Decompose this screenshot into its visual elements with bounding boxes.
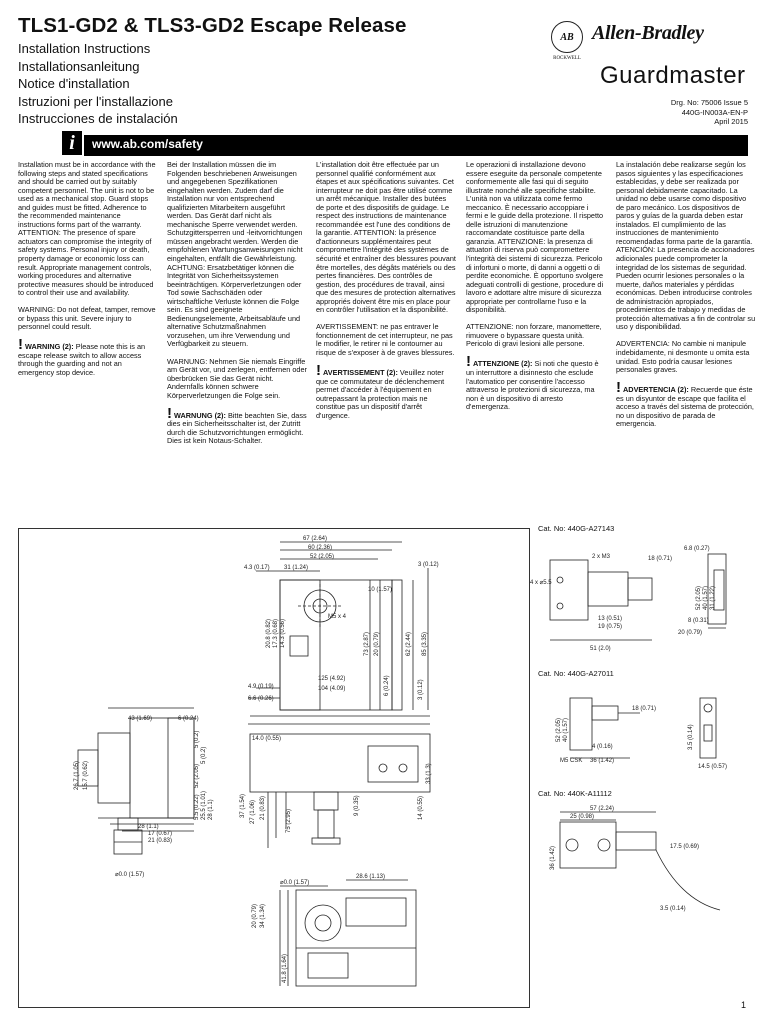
dim-label: 40 (1.57) — [563, 717, 569, 742]
dim-label: 36 (1.42) — [550, 845, 556, 870]
dim-label: 3.5 (0.14) — [688, 724, 694, 750]
warning-icon: ! — [18, 336, 23, 354]
dim-label: 21 (0.83) — [260, 795, 266, 820]
dim-label: 6.6 (0.26) — [248, 696, 274, 702]
dim-label: 43 (1.69) — [128, 716, 153, 722]
dim-label: 10 (1.57) — [368, 587, 393, 593]
dim-label: 15.7 (0.62) — [83, 760, 89, 790]
page-number: 1 — [740, 1000, 746, 1010]
dim-label: 34 (1.34) — [260, 903, 266, 928]
warning-text: ATTENZIONE: non forzare, manomettere, rimuovere o bypassare questa unità. Pericolo di gravi lesioni alle persone. — [466, 322, 602, 349]
warning-icon: ! — [616, 379, 621, 397]
product-line: Guardmaster — [600, 62, 746, 89]
dim-label: 36 (1.42) — [590, 758, 615, 764]
dim-label: 41.8 (1.64) — [282, 953, 288, 983]
column-it — [466, 161, 606, 412]
warning-text: WARNUNG: Nehmen Sie niemals Eingriffe am Gerät vor, und zerlegen, entfernen oder überbrücken Sie das Gerät nicht. Andernfalls können schwere Körperverletzungen die Folge sein. — [167, 356, 307, 400]
subtitle-en: Installation Instructions — [18, 41, 151, 56]
dim-label: 20 (0.79) — [374, 631, 380, 656]
doc-info — [671, 98, 748, 127]
column-de — [167, 161, 307, 446]
dim-label: 40 (1.57) — [703, 585, 709, 610]
dim-label: 60 (2.36) — [308, 545, 333, 551]
dim-label: 9 (0.35) — [354, 795, 360, 816]
switch-body-side — [250, 734, 430, 792]
dim-label: 20 (0.79) — [678, 630, 703, 636]
cat-number-label: Cat. No: 440G-A27143 — [538, 524, 615, 533]
actuator-bracket-3 — [560, 822, 616, 868]
body-text: Bei der Installation müssen die im Folgenden beschriebenen Anweisungen und angegebenen Spezifikationen eingehalten werden. Zudem darf die Installation nur von entsprechend qualifizierten Mitarbeitern ausgeführt werden. Das Gerät darf nicht als mechanische Sperre verwendet werden. Schutzgittersperren und -leitvorrichtungen müssen angebracht werden. Werden die empfohlenen Wartungsanweisungen nicht eingehalten, entfällt die Gewährleistung. ACHTUNG: Ersatzbetätiger können die Integrität von Sicherheitssystemen beeinträchtigen. Körperverletzungen oder Tod sowie Sachschäden oder wirtschaftliche Verluste können die Folge sein. Es sind geeignete Bedienungselemente, Arbeitsabläufe und alternative Schutzmaßnahmen vorzusehen, um ihre Verwendung und Verfügbarkeit zu steuern. — [167, 160, 303, 349]
ab-logo: AB ROCKWELL — [551, 21, 583, 53]
dim-label: 20 (0.79) — [252, 903, 258, 928]
warning-block: ! ADVERTENCIA (2): Recuerde que éste es un disyuntor de escape que facilita el acceso a través del sistema de protección, no un dispositivo de parada de emergencia. — [616, 379, 754, 429]
dim-label: 125 (4.92) — [318, 676, 346, 682]
dim-label: 25 (0.98) — [570, 814, 595, 820]
dim-label: 13 (0.51) — [598, 616, 623, 622]
dim-label: 4 x ⌀5.5 — [530, 580, 552, 586]
dim-label: 31 (1.24) — [284, 565, 309, 571]
dim-label: ⌀0.0 (1.57) — [115, 872, 145, 878]
dim-label: 6 (0.24) — [178, 716, 199, 722]
dimension-drawing — [18, 528, 530, 1008]
cat-number-label: Cat. No: 440K-A11112 — [538, 789, 612, 798]
column-es — [616, 161, 756, 429]
dim-label: 18 (0.71) — [632, 706, 657, 712]
body-text: La instalación debe realizarse según los pasos siguientes y las especificaciones establecidas, y debe ser realizada por personal debidamente capacitado. La unidad no debe usarse como dispositivo de paro mecánico. Los dispositivos de paros y guías de la guarda deben estar instalados. El cumplimiento de las instrucciones de mantenimiento recomendadas forma parte de la garantía. ATENCIÓN: La presencia de accionadores adicionales puede comprometer la integridad de los sistemas de seguridad. Pueden ocurrir lesiones personales o la muerte, daños materiales y pérdidas económicas. Deben introducirse controles de administración apropiados, procedimientos de trabajo y medidas de protección alternativas a fin de controlar su uso y disponibilidad. — [616, 160, 756, 332]
dim-label: 57 (2.24) — [590, 806, 615, 812]
dim-label: 17 (0.67) — [148, 831, 173, 837]
body-text: Le operazioni di installazione devono essere eseguite da personale competente conformemente alle fasi qui di seguito illustrate nonché alle specifiche stabilite. L'unità non va utilizzata come fermo meccanico. È necessario accoppiare i fermi e le guide della protezione. Il rispetto delle istruzioni di manutenzione raccomandate costituisce parte della garanzia. ATTENZIONE: la presenza di attuatori di riserva può compromettere l'integrità dei sistemi di sicurezza. Pericolo di infortuni o morte, di danni a oggetti o di perdite economiche. È opportuno svolgere adeguati controlli di gestione, procedure di lavoro e adottare altre misure di sicurezza appropriate per controllarne l'uso e la disponibilità. — [466, 160, 604, 315]
dim-label: 85 (3.35) — [422, 631, 428, 656]
warning-icon: ! — [316, 362, 321, 380]
brand-name: Allen-Bradley — [592, 22, 704, 44]
warning-block: ! WARNUNG (2): Bitte beachten Sie, dass dies ein Sicherheitsschalter ist, der Zutritt durch die Schutzvorrichtungen ermöglicht. Dies ist kein Notaus-Schalter. — [167, 404, 307, 446]
dim-label: 28 (1.1) — [208, 799, 214, 820]
dim-label: 67 (2.64) — [303, 536, 328, 542]
dim-label: 5 (0.2) — [194, 730, 200, 748]
dim-label: 19 (0.75) — [598, 624, 623, 630]
dim-label: 17.5 (0.69) — [670, 844, 700, 850]
actuator-bracket-2 — [570, 698, 592, 750]
dim-label: 14.5 (0.57) — [698, 764, 728, 770]
dim-label: 62 (2.44) — [406, 631, 412, 656]
dim-label: 73 (2.87) — [364, 631, 370, 656]
subtitle-list — [18, 40, 178, 128]
warning-text: AVERTISSEMENT: ne pas entraver le fonctionnement de cet interrupteur, ne pas le modifier, le retirer ni le contourner au risque de s'exposer à de graves blessures. — [316, 322, 455, 357]
dim-label: 52 (2.05) — [310, 554, 335, 560]
document-title: TLS1-GD2 & TLS3-GD2 Escape Release — [18, 14, 407, 37]
dim-label: 28 (1.1) — [138, 824, 159, 830]
dim-label: 104 (4.09) — [318, 686, 346, 692]
dim-label: 5.5 (0.22) — [194, 794, 200, 820]
dim-label: 25.5 (1.01) — [201, 790, 207, 820]
warning-block: ! AVERTISSEMENT (2): Veuillez noter que ce commutateur de déclenchement permet d'accéder à l'équipement en outrepassant la protection mais ne constitue pas un dispositif d'arrêt d'urgence. — [316, 362, 445, 420]
dim-label: 21 (0.83) — [148, 838, 173, 844]
accessory-drawings — [530, 530, 756, 940]
dim-label: 6 (0.24) — [384, 675, 390, 696]
dim-label: M5 CSK — [560, 758, 583, 764]
dim-label: 2 x M3 — [592, 554, 611, 560]
switch-plan-view — [296, 890, 416, 986]
dim-label: ⌀0.0 (1.57) — [280, 880, 310, 886]
warning-icon: ! — [167, 404, 172, 422]
dim-label: 3 (0.12) — [418, 679, 424, 700]
dim-label: 18 (0.71) — [648, 556, 673, 562]
warning-icon: ! — [466, 353, 471, 371]
dim-label: 31 (1.22) — [710, 585, 716, 610]
dim-label: 52 (2.05) — [556, 717, 562, 742]
subtitle-fr: Notice d'installation — [18, 76, 130, 92]
warning-text: WARNING: Do not defeat, tamper, remove or bypass this unit. Severe injury to personnel could result. — [18, 305, 156, 332]
body-text: L'installation doit être effectuée par un personnel qualifié conformément aux étapes et aux spécifications suivantes. Cet interrupteur ne doit pas être utilisé comme un arrêt mécanique. Installer des butées de porte et des dispositifs de guidage. Le respect des instructions de maintenance recommandée est l'une des conditions de la garantie. ATTENTION: la présence d'actionneurs supplémentaires peut compromettre l'intégrité des systèmes de sécurité et entraîner des blessures pouvant être mortelles, des dégâts matériels ou des pertes financières. Des contrôles de gestion, des procédures de travail, ainsi que des mesures de protection alternatives appropriés doivent être mis en place pour en contrôler l'utilisation et la disponibilité. — [316, 160, 456, 315]
pub-number: 440G-IN003A-EN-P — [681, 107, 748, 117]
column-en — [18, 161, 158, 378]
dim-label: 3.5 (0.14) — [660, 906, 686, 912]
warning-text: ADVERTENCIA: No cambie ni manipule indebidamente, ni desmonte u omita esta unidad. Esto podría causar lesiones personales graves. — [616, 339, 750, 375]
safety-link[interactable]: www.ab.com/safety — [92, 137, 203, 151]
dim-label: 14.3 (0.56) — [280, 618, 286, 648]
dim-label: 75 (2.95) — [286, 808, 292, 833]
dim-label: 51 (2.0) — [590, 646, 611, 652]
dim-label: 17.3 (0.68) — [273, 618, 279, 648]
dim-label: 3 (0.12) — [418, 562, 439, 568]
dim-label: 5 (0.2) — [201, 746, 207, 764]
column-fr — [316, 161, 456, 420]
body-text: Installation must be in accordance with the following steps and stated specifications and should be carried out by suitably competent personnel. The unit is not to be used as a mechanical stop. Guard stops and guides must be fitted. Adherence to the recommended maintenance instructions forms part of the warranty. ATTENTION: The presence of spare actuators can compromise the integrity of safety systems. Personal injury or death, property damage or economic loss can result. Appropriate management controls, working procedures and alternative protective measures should be introduced to control their use and availability. — [18, 160, 156, 298]
switch-side-left — [130, 718, 194, 818]
dim-label: 28.6 (1.13) — [356, 874, 386, 880]
warning-block: ! WARNING (2): Please note this is an escape release switch to allow access through the guarding and not an emergency stop device. — [18, 336, 146, 378]
dim-label: 4.3 (0.17) — [244, 565, 270, 571]
info-icon: i — [60, 129, 84, 157]
dim-label: 14.0 (0.55) — [252, 736, 282, 742]
dim-label: 27 (1.06) — [250, 799, 256, 824]
dim-label: 37 (1.54) — [240, 793, 246, 818]
dim-label: 6.8 (0.27) — [684, 546, 710, 552]
dim-label: M5 x 4 — [328, 614, 347, 620]
dim-label: 4 (0.16) — [592, 744, 613, 750]
doc-number: Drg. No: 75006 Issue 5 — [670, 98, 748, 107]
dim-label: 52 (2.05) — [194, 763, 200, 788]
subtitle-es: Instrucciones de instalación — [18, 111, 178, 127]
cat-number-label: Cat. No: 440G-A27011 — [538, 669, 614, 678]
dim-label: 26.7 (1.05) — [74, 760, 80, 790]
dim-label: 14 (0.55) — [418, 795, 424, 820]
dim-label: 52 (2.05) — [696, 585, 702, 610]
subtitle-de: Installationsanleitung — [18, 58, 140, 74]
dim-label: 33 (1.3) — [426, 763, 432, 784]
warning-block: ! ATTENZIONE (2): Si noti che questo è un interruttore a disinnesto che esclude l'automatico per consentire l'accesso attraverso le protezioni di sicurezza, ma non è un dispositivo di arresto d'emergenza. — [466, 353, 599, 412]
dim-label: 20.8 (0.82) — [266, 618, 272, 648]
doc-date: April 2015 — [714, 117, 748, 126]
dim-label: 8 (0.31) — [688, 618, 709, 624]
actuator-bracket-1 — [550, 560, 588, 620]
dim-label: 4.9 (0.19) — [248, 684, 274, 690]
subtitle-it: Istruzioni per l'installazione — [18, 93, 173, 109]
